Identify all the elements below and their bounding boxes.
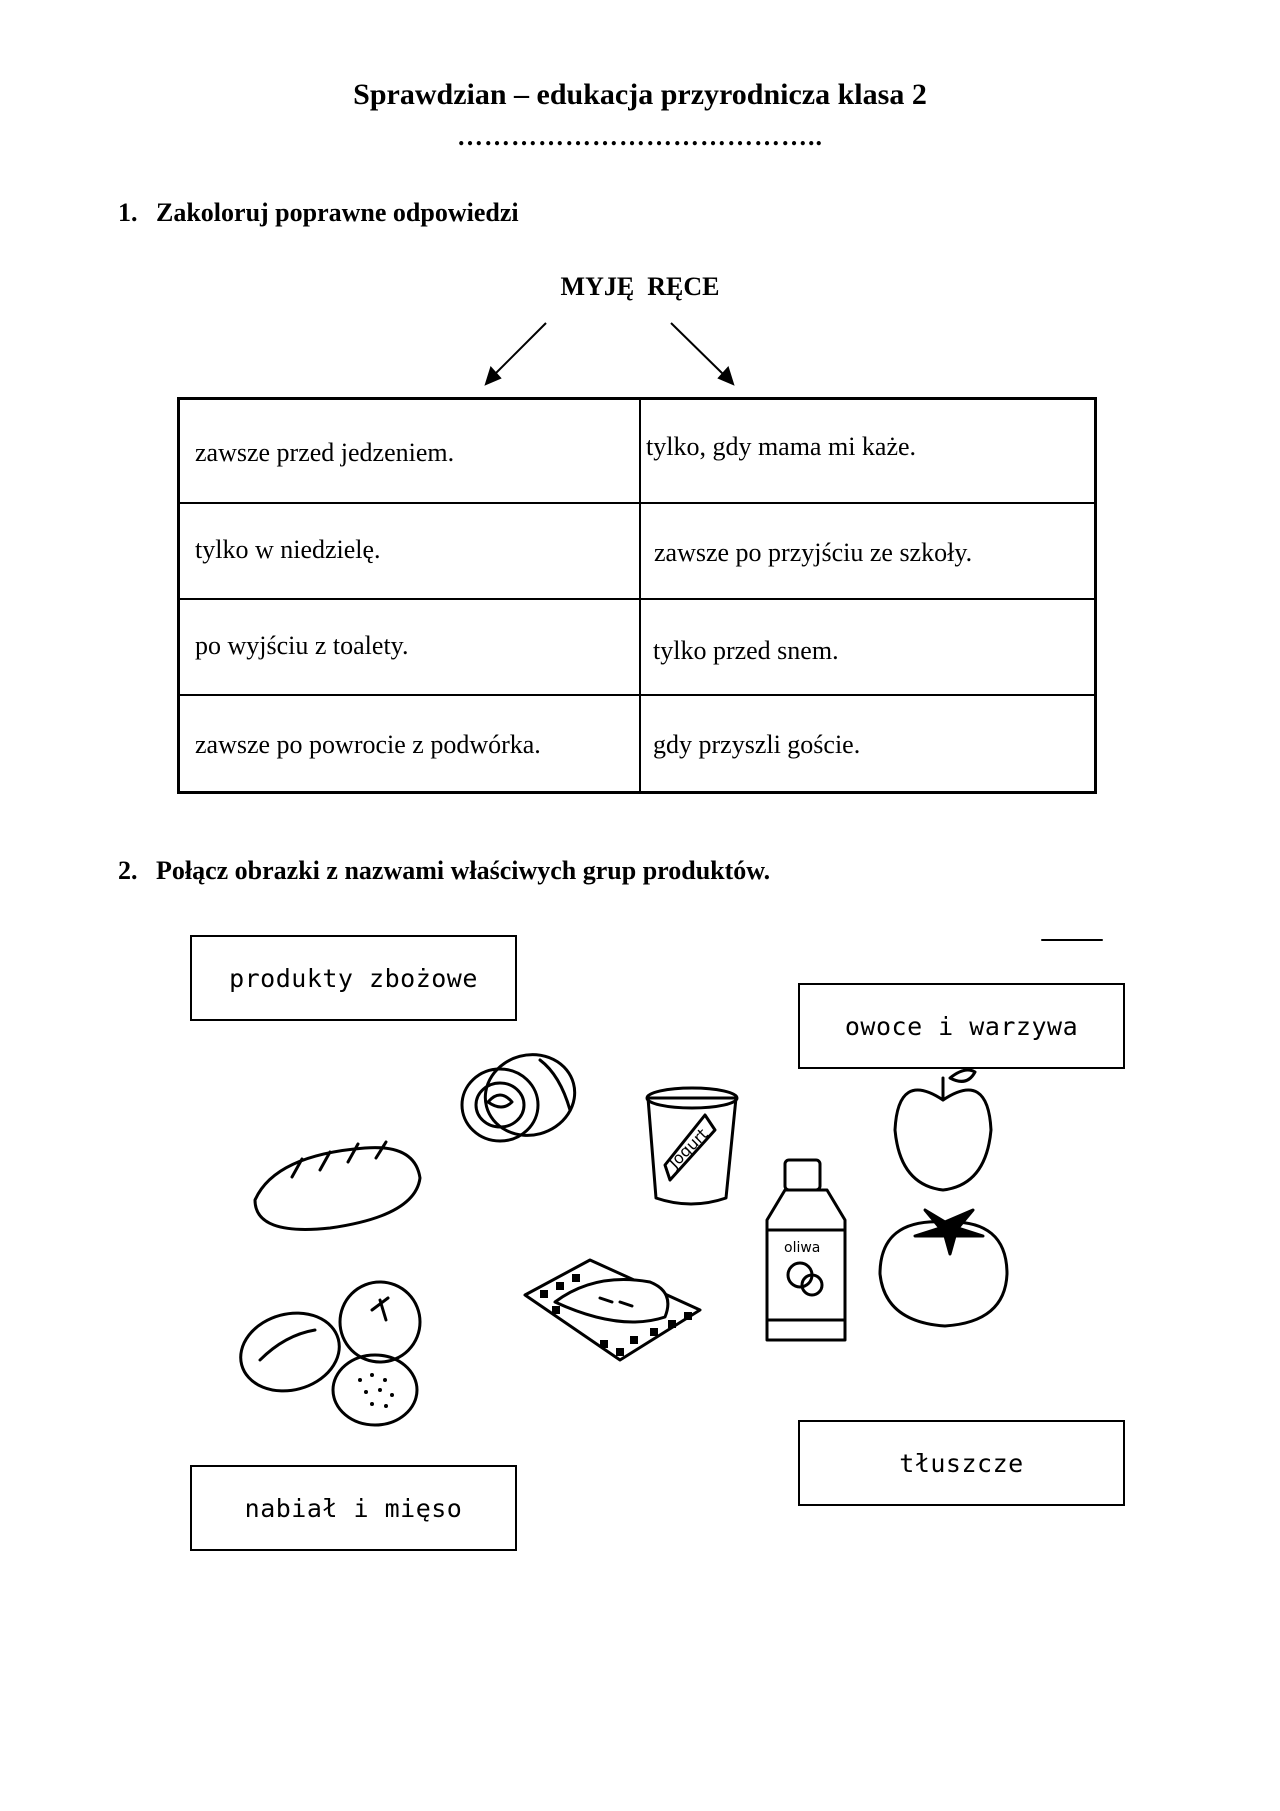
arrows-diagram [0, 0, 1280, 400]
name-line: ………………………………….. [457, 122, 823, 151]
answer-cell[interactable]: tylko przed snem. [653, 636, 839, 665]
ham-icon [462, 1045, 584, 1146]
exercise-2-instruction: Połącz obrazki z nazwami właściwych grup produktów. [156, 856, 771, 885]
left-arrow [494, 323, 546, 375]
group-label-grains[interactable]: produkty zbożowe [190, 935, 517, 1021]
exercise-1-number: 1. [118, 198, 138, 227]
table-row-divider [180, 502, 1094, 504]
bread-rolls-icon [232, 1282, 420, 1425]
group-label-fats[interactable]: tłuszcze [798, 1420, 1125, 1506]
yogurt-label: Jogurt [664, 1124, 712, 1172]
answer-cell[interactable]: gdy przyszli goście. [653, 730, 861, 759]
answer-cell[interactable]: tylko w niedzielę. [195, 535, 381, 564]
table-row-divider [180, 598, 1094, 600]
answer-cell[interactable]: tylko, gdy mama mi każe. [646, 432, 917, 461]
yogurt-icon [647, 1088, 737, 1204]
group-label-dairy-meat[interactable]: nabiał i mięso [190, 1465, 517, 1551]
tomato-icon [880, 1210, 1007, 1326]
table-divider [639, 400, 641, 791]
answer-cell[interactable]: zawsze przed jedzeniem. [195, 438, 455, 467]
wash-hands-text: MYJĘ RĘCE [560, 272, 720, 301]
exercise-2-number: 2. [118, 856, 138, 885]
oil-label: oliwa [784, 1240, 821, 1256]
apple-icon [895, 1070, 991, 1190]
group-label-fruits-vegetables[interactable]: owoce i warzywa [798, 983, 1125, 1069]
answer-cell[interactable]: po wyjściu z toalety. [195, 631, 409, 660]
answer-cell[interactable]: zawsze po powrocie z podwórka. [195, 730, 541, 759]
oil-bottle-icon [767, 1160, 845, 1340]
right-arrow [671, 323, 724, 375]
answer-cell[interactable]: zawsze po przyjściu ze szkoły. [654, 538, 973, 567]
page-title: Sprawdzian – edukacja przyrodnicza klasa 2 [353, 78, 927, 111]
exercise-1-instruction: Zakoloruj poprawne odpowiedzi [156, 198, 519, 227]
right-arrow-head [719, 368, 733, 384]
bread-icon [255, 1142, 420, 1229]
answers-table [177, 397, 1097, 794]
table-row-divider [180, 694, 1094, 696]
exercise-2-heading [118, 856, 770, 886]
cheese-icon [525, 1260, 700, 1360]
